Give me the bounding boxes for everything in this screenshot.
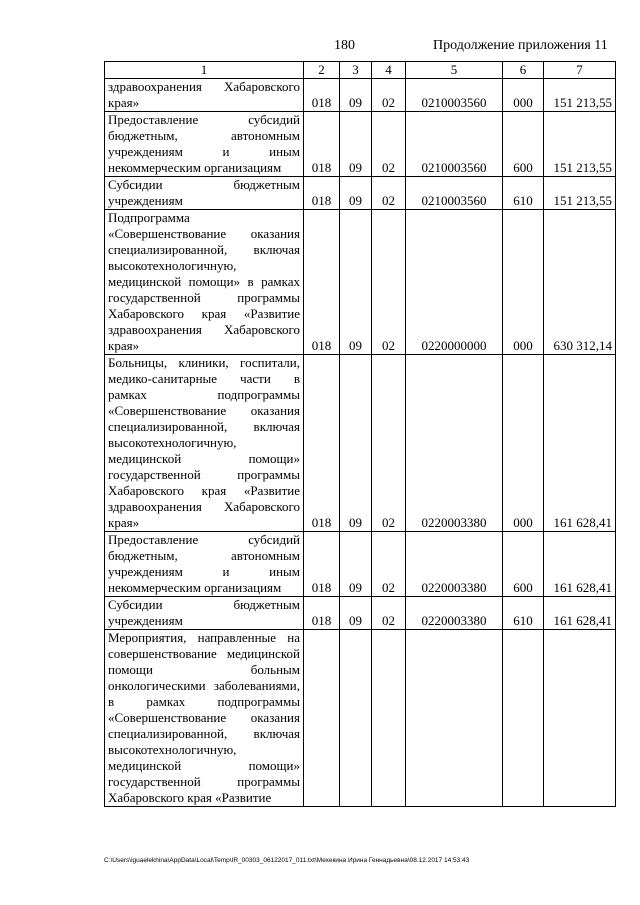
ministry-code bbox=[304, 630, 340, 807]
subsection-code: 02 bbox=[372, 597, 406, 630]
row-name: Предоставление субсидий бюджетным, автономным учреждениям и иным некоммерческим организациям bbox=[105, 112, 304, 177]
section-code: 09 bbox=[340, 532, 372, 597]
amount: 161 628,41 bbox=[544, 355, 616, 532]
section-code: 09 bbox=[340, 79, 372, 112]
expense-code: 600 bbox=[503, 112, 544, 177]
expense-code: 000 bbox=[503, 355, 544, 532]
table-row bbox=[105, 79, 616, 112]
amount bbox=[544, 630, 616, 807]
column-header: 5 bbox=[406, 62, 503, 79]
table-row bbox=[105, 210, 616, 355]
table-header-row bbox=[105, 62, 616, 79]
ministry-code: 018 bbox=[304, 597, 340, 630]
column-header: 6 bbox=[503, 62, 544, 79]
section-code: 09 bbox=[340, 355, 372, 532]
file-path-footer: C:\Users\iguaelekhina\AppData\Local\Temp\IR_00303_06122017_011.txt\Мехекина Ирина Геннадьевна\08.12.2017 14:53:43 bbox=[104, 857, 470, 864]
page-number: 180 bbox=[334, 38, 355, 53]
expense-code: 610 bbox=[503, 177, 544, 210]
ministry-code: 018 bbox=[304, 79, 340, 112]
target-code: 0220003380 bbox=[406, 597, 503, 630]
section-code: 09 bbox=[340, 112, 372, 177]
table-row bbox=[105, 112, 616, 177]
table-row bbox=[105, 355, 616, 532]
column-header: 2 bbox=[304, 62, 340, 79]
ministry-code: 018 bbox=[304, 355, 340, 532]
amount: 151 213,55 bbox=[544, 112, 616, 177]
row-name: Подпрограмма «Совершенствование оказания специализированной, включая высокотехнологичную, медицинской помощи» в рамках государственной программы Хабаровского края «Развитие здравоохранения Хабаровского края» bbox=[105, 210, 304, 355]
amount: 151 213,55 bbox=[544, 177, 616, 210]
amount: 630 312,14 bbox=[544, 210, 616, 355]
amount: 161 628,41 bbox=[544, 597, 616, 630]
ministry-code: 018 bbox=[304, 112, 340, 177]
row-name: Предоставление субсидий бюджетным, автономным учреждениям и иным некоммерческим организациям bbox=[105, 532, 304, 597]
ministry-code: 018 bbox=[304, 177, 340, 210]
row-name: здравоохранения Хабаровского края» bbox=[105, 79, 304, 112]
expense-code bbox=[503, 630, 544, 807]
column-header: 1 bbox=[105, 62, 304, 79]
target-code: 0220003380 bbox=[406, 355, 503, 532]
amount: 151 213,55 bbox=[544, 79, 616, 112]
subsection-code: 02 bbox=[372, 112, 406, 177]
table-row bbox=[105, 532, 616, 597]
continuation-label: Продолжение приложения 11 bbox=[433, 38, 608, 53]
table-row bbox=[105, 597, 616, 630]
amount: 161 628,41 bbox=[544, 532, 616, 597]
target-code bbox=[406, 630, 503, 807]
column-header: 4 bbox=[372, 62, 406, 79]
section-code: 09 bbox=[340, 177, 372, 210]
ministry-code: 018 bbox=[304, 532, 340, 597]
subsection-code: 02 bbox=[372, 532, 406, 597]
subsection-code bbox=[372, 630, 406, 807]
target-code: 0220003380 bbox=[406, 532, 503, 597]
row-name: Субсидии бюджетным учреждениям bbox=[105, 177, 304, 210]
section-code: 09 bbox=[340, 597, 372, 630]
column-header: 3 bbox=[340, 62, 372, 79]
expense-code: 000 bbox=[503, 210, 544, 355]
target-code: 0210003560 bbox=[406, 79, 503, 112]
subsection-code: 02 bbox=[372, 177, 406, 210]
target-code: 0220000000 bbox=[406, 210, 503, 355]
subsection-code: 02 bbox=[372, 355, 406, 532]
ministry-code: 018 bbox=[304, 210, 340, 355]
expense-code: 610 bbox=[503, 597, 544, 630]
expense-code: 000 bbox=[503, 79, 544, 112]
budget-table bbox=[104, 61, 616, 807]
row-name: Субсидии бюджетным учреждениям bbox=[105, 597, 304, 630]
target-code: 0210003560 bbox=[406, 112, 503, 177]
subsection-code: 02 bbox=[372, 210, 406, 355]
section-code bbox=[340, 630, 372, 807]
section-code: 09 bbox=[340, 210, 372, 355]
target-code: 0210003560 bbox=[406, 177, 503, 210]
subsection-code: 02 bbox=[372, 79, 406, 112]
table-row bbox=[105, 630, 616, 807]
table-row bbox=[105, 177, 616, 210]
column-header: 7 bbox=[544, 62, 616, 79]
row-name: Больницы, клиники, госпитали, медико-санитарные части в рамках подпрограммы «Совершенствование оказания специализированной, включая высокотехнологичную, медицинской помощи» государственной программы Хабаровского края «Развитие здравоохранения Хабаровского края» bbox=[105, 355, 304, 532]
expense-code: 600 bbox=[503, 532, 544, 597]
row-name: Мероприятия, направленные на совершенствование медицинской помощи больным онкологическими заболеваниями, в рамках подпрограммы «Совершенствование оказания специализированной, включая высокотехнологичную, медицинской помощи» государственной программы Хабаровского края «Развитие bbox=[105, 630, 304, 807]
